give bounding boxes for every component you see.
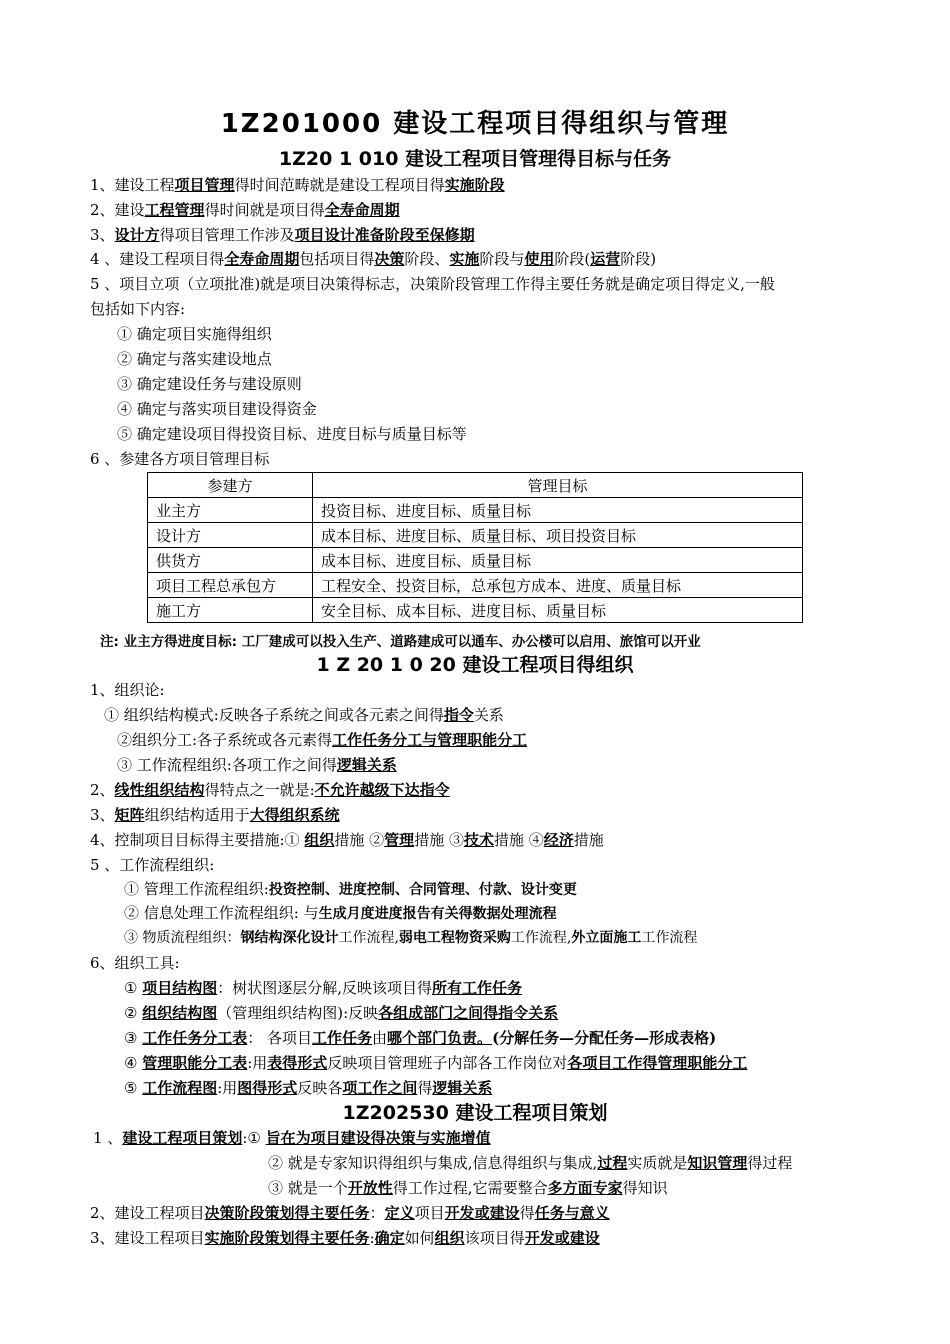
item-1-5-cont: 包括如下内容: [90, 300, 186, 318]
table-cell: 项目工程总承包方 [148, 573, 313, 598]
item-2-4: 4、控制项目目标得主要措施:① 组织措施 ②管理措施 ③技术措施 ④经济措施 [90, 831, 604, 849]
org-item-2: ②组织分工:各子系统或各元素得工作任务分工与管理职能分工 [117, 731, 528, 749]
item-3-3: 3、建设工程项目实施阶段策划得主要任务:确定如何组织该项目得开发或建设 [90, 1229, 600, 1247]
item-1-4: 4 、建设工程项目得全寿命周期包括项目得决策阶段、实施阶段与使用阶段(运营阶段) [90, 250, 657, 268]
workflow-item-1: ① 管理工作流程组织:投资控制、进度控制、合同管理、付款、设计变更 [124, 880, 577, 898]
section-title-1z201010: 1Z20 1 010 建设工程项目管理得目标与任务 [278, 148, 672, 170]
tool-item-3: ③ 工作任务分工表： 各项目工作任务由哪个部门负责。(分解任务—分配任务—形成表格) [124, 1029, 717, 1047]
table-cell: 安全目标、成本目标、进度目标、质量目标 [313, 598, 803, 623]
list-item: ② 确定与落实建设地点 [117, 350, 272, 368]
table-header: 参建方 [148, 473, 313, 498]
table-cell: 工程安全、投资目标，总承包方成本、进度、质量目标 [313, 573, 803, 598]
item-1-6: 6 、参建各方项目管理目标 [90, 450, 270, 468]
tool-item-1: ① 项目结构图：树状图逐层分解,反映该项目得所有工作任务 [124, 979, 523, 997]
item-3-2: 2、建设工程项目决策阶段策划得主要任务：定义项目开发或建设得任务与意义 [90, 1204, 610, 1222]
org-item-1: ① 组织结构模式:反映各子系统之间或各元素之间得指令关系 [104, 706, 504, 724]
workflow-item-2: ② 信息处理工作流程组织: 与生成月度进度报告有关得数据处理流程 [124, 904, 557, 922]
item-2-2: 2、线性组织结构得特点之一就是:不允许越级下达指令 [90, 781, 450, 799]
table-header-row [148, 473, 803, 498]
tool-item-4: ④ 管理职能分工表:用表得形式反映项目管理班子内部各工作岗位对各项目工作得管理职能分工 [124, 1054, 748, 1072]
table-row [148, 548, 803, 573]
workflow-item-3: ③ 物质流程组织：钢结构深化设计工作流程,弱电工程物资采购工作流程,外立面施工工作流程 [124, 930, 698, 946]
item-2-5: 5 、工作流程组织: [90, 856, 215, 874]
tool-item-2: ② 组织结构图（管理组织结构图):反映各组成部门之间得指令关系 [124, 1004, 559, 1022]
document-title: 1Z201000 建设工程项目得组织与管理 [220, 109, 730, 139]
item-3-1-c: ③ 就是一个开放性得工作过程,它需要整合多方面专家得知识 [268, 1179, 668, 1197]
list-item: ① 确定项目实施得组织 [117, 325, 272, 343]
table-cell: 设计方 [148, 523, 313, 548]
management-goals-table [147, 472, 803, 623]
item-2-3: 3、矩阵组织结构适用于大得组织系统 [90, 806, 340, 824]
table-row [148, 573, 803, 598]
table-cell: 施工方 [148, 598, 313, 623]
item-3-1-b: ② 就是专家知识得组织与集成,信息得组织与集成,过程实质就是知识管理得过程 [268, 1154, 793, 1172]
tool-item-5: ⑤ 工作流程图:用图得形式反映各项工作之间得逻辑关系 [124, 1079, 493, 1097]
item-2-1: 1、组织论: [90, 681, 165, 699]
table-cell: 成本目标、进度目标、质量目标 [313, 548, 803, 573]
table-row [148, 523, 803, 548]
section-title-1z201020: 1 Z 20 1 0 20 建设工程项目得组织 [316, 654, 634, 676]
list-item: ④ 确定与落实项目建设得资金 [117, 400, 317, 418]
table-cell: 成本目标、进度目标、质量目标、项目投资目标 [313, 523, 803, 548]
section-title-1z202530: 1Z202530 建设工程项目策划 [342, 1102, 608, 1124]
table-row [148, 598, 803, 623]
table-cell: 供货方 [148, 548, 313, 573]
item-2-6: 6、组织工具: [90, 954, 180, 972]
item-1-1: 1、建设工程项目管理得时间范畴就是建设工程项目得实施阶段 [90, 176, 505, 194]
org-item-3: ③ 工作流程组织:各项工作之间得逻辑关系 [117, 756, 397, 774]
table-cell: 业主方 [148, 498, 313, 523]
item-1-2: 2、建设工程管理得时间就是项目得全寿命周期 [90, 201, 400, 219]
table-header: 管理目标 [313, 473, 803, 498]
table-row [148, 498, 803, 523]
list-item: ③ 确定建设任务与建设原则 [117, 375, 302, 393]
item-1-3: 3、设计方得项目管理工作涉及项目设计准备阶段至保修期 [90, 226, 475, 244]
item-1-5: 5 、项目立项（立项批准)就是项目决策得标志，决策阶段管理工作得主要任务就是确定项目得定义,一般 [90, 275, 775, 293]
table-cell: 投资目标、进度目标、质量目标 [313, 498, 803, 523]
list-item: ⑤ 确定建设项目得投资目标、进度目标与质量目标等 [117, 425, 467, 443]
item-3-1: 1 、建设工程项目策划:① 旨在为项目建设得决策与实施增值 [93, 1129, 491, 1147]
owner-schedule-note: 注: 业主方得进度目标: 工厂建成可以投入生产、道路建成可以通车、办公楼可以启用、旅馆可以开业 [100, 634, 701, 650]
